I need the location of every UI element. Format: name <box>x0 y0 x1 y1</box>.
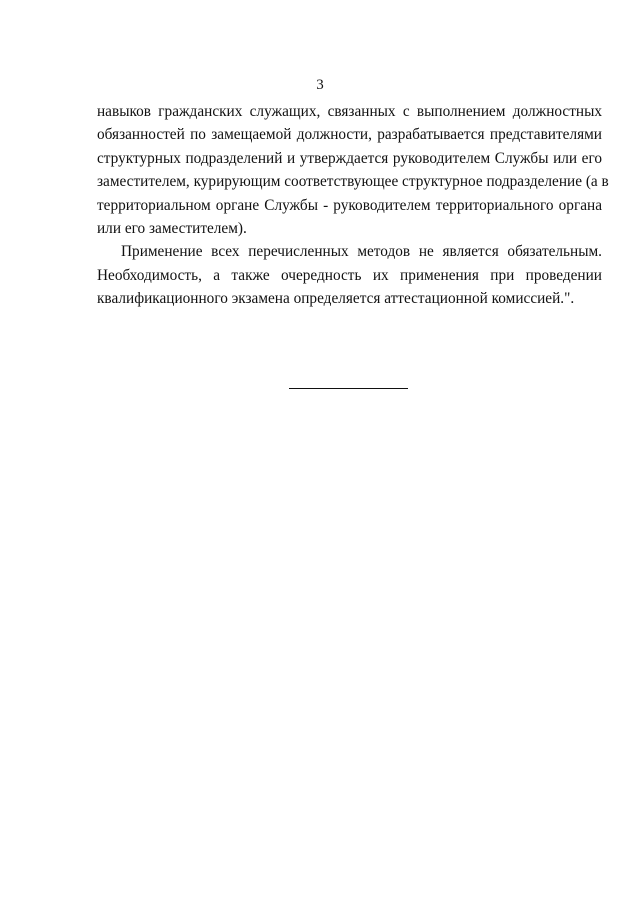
paragraph-methods <box>97 240 602 310</box>
page-number: 3 <box>316 77 324 93</box>
text-line: территориальном органе Службы - руководителем территориального органа <box>97 196 602 214</box>
text-line: Необходимость, а также очередность их применения при проведении <box>97 266 602 284</box>
text-line: Применение всех перечисленных методов не является обязательным. <box>121 243 602 261</box>
text-line: обязанностей по замещаемой должности, разрабатывается представителями <box>97 126 602 144</box>
text-line: навыков гражданских служащих, связанных с выполнением должностных <box>97 103 602 120</box>
text-line: или его заместителем). <box>97 220 247 238</box>
body-text <box>97 100 609 311</box>
text-line: квалификационного экзамена определяется аттестационной комиссией.". <box>97 290 575 308</box>
end-separator-line <box>289 388 408 389</box>
text-line: структурных подразделений и утверждается руководителем Службы или его <box>97 149 602 167</box>
paragraph-continuation <box>97 100 609 240</box>
text-line: заместителем, курирующим соответствующее структурное подразделение (а в <box>97 173 609 191</box>
